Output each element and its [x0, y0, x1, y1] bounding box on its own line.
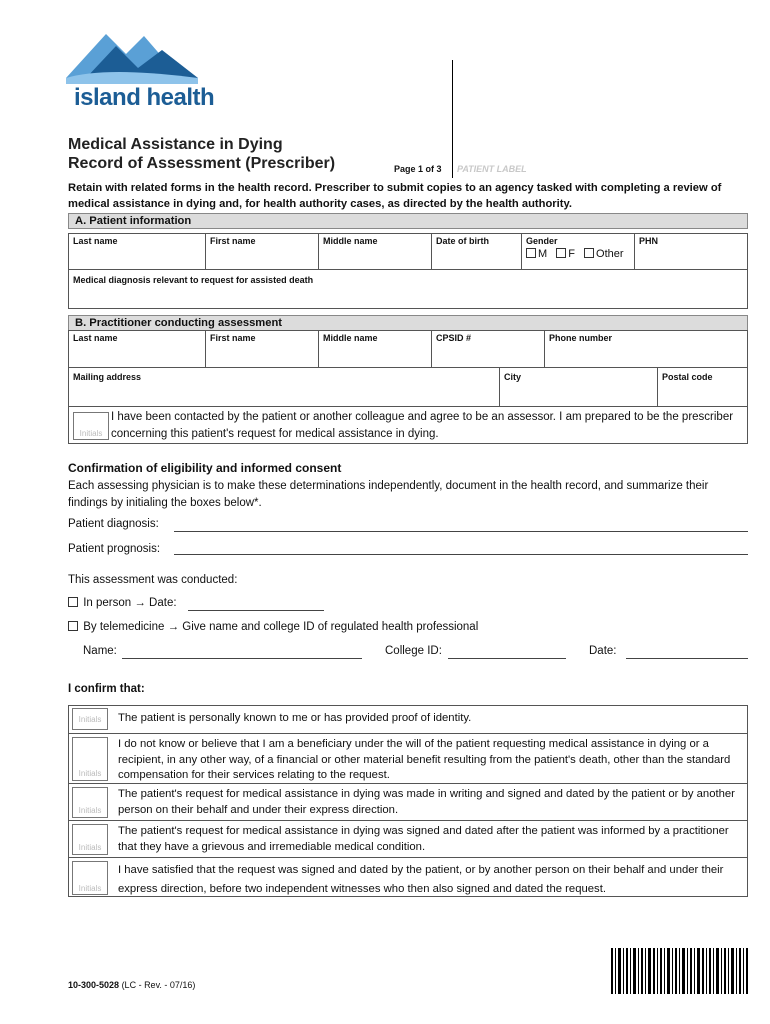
patient-first-name-field[interactable] [205, 234, 318, 269]
initials-label: Initials [79, 429, 103, 438]
barcode-icon [609, 948, 749, 994]
patient-phn-field[interactable] [634, 234, 747, 269]
telemedicine-label: By telemedicine → Give name and college ID of regulated health professional [83, 621, 479, 633]
form-number-code: 10-300-5028 [68, 980, 120, 990]
gender-other-checkbox[interactable] [584, 248, 594, 258]
in-person-date-input[interactable] [188, 610, 324, 611]
phone-field[interactable] [544, 331, 747, 367]
section-a-header: A. Patient information [68, 213, 748, 229]
confirm-initials-box-5[interactable] [72, 861, 108, 895]
section-b-header: B. Practitioner conducting assessment [68, 315, 748, 331]
form-revision: (LC - Rev. - 07/16) [121, 980, 196, 990]
confirm-item [68, 783, 748, 820]
patient-label-area: PATIENT LABEL [457, 164, 527, 174]
confirm-initials-box-4[interactable] [72, 824, 108, 855]
header-divider [452, 60, 453, 178]
assessor-agreement-row [68, 406, 748, 444]
confirm-text-4: The patient's request for medical assistance in dying was signed and dated after the patient was informed by a practitioner that they have a grievous and irremediable medical condition. [118, 825, 729, 853]
patient-middle-name-field[interactable] [318, 234, 431, 269]
label: Medical diagnosis relevant to request for assisted death [73, 275, 314, 285]
telemedicine-name-input[interactable] [122, 658, 362, 659]
island-health-logo-mountains-icon [66, 28, 198, 84]
assessor-initials-box[interactable] [73, 412, 109, 440]
label: Date of birth [436, 236, 489, 246]
gender-f-checkbox[interactable] [556, 248, 566, 258]
practitioner-first-name-field[interactable] [205, 331, 318, 367]
label: First name [210, 236, 256, 246]
city-field[interactable] [499, 368, 657, 406]
confirm-item [68, 857, 748, 897]
telemedicine-date-input[interactable] [626, 658, 748, 659]
form-title-line2: Record of Assessment (Prescriber) [68, 155, 336, 172]
confirm-text-1: The patient is personally known to me or has provided proof of identity. [118, 712, 472, 724]
date-label: Date: [589, 645, 617, 657]
label: Middle name [323, 236, 378, 246]
page-number: Page 1 of 3 [394, 164, 442, 174]
confirm-initials-box-3[interactable] [72, 787, 108, 818]
initials-label: Initials [78, 715, 102, 724]
initials-label: Initials [78, 769, 102, 778]
in-person-label: In person → Date: [83, 597, 177, 609]
name-label: Name: [83, 645, 117, 657]
initials-label: Initials [78, 806, 102, 815]
confirm-text-5: I have satisfied that the request was signed and dated by the patient, or by another person on their behalf and under their express direction, before two independent witnesses who then also signed and dated the request. [118, 864, 724, 895]
patient-prognosis-input[interactable] [174, 554, 748, 555]
address-row [68, 367, 748, 407]
practitioner-last-name-field[interactable] [69, 331, 205, 367]
eligibility-intro: Each assessing physician is to make these determinations independently, document in the health record, and summarize their findings by initialing the boxes below*. [68, 480, 709, 509]
initials-label: Initials [78, 884, 102, 893]
confirm-heading: I confirm that: [68, 683, 145, 695]
label: Phone number [549, 333, 613, 343]
assessment-conducted-label: This assessment was conducted: [68, 574, 238, 586]
eligibility-heading: Confirmation of eligibility and informed consent [68, 461, 342, 475]
practitioner-middle-name-field[interactable] [318, 331, 431, 367]
retain-instructions: Retain with related forms in the health record. Prescriber to submit copies to an agency tasked with completing a review of medical assistance in dying and, for health authority cases, as directed by the health authority. [68, 182, 722, 210]
patient-last-name-field[interactable] [69, 234, 205, 269]
gender-other-label: Other [596, 248, 624, 260]
initials-label: Initials [78, 843, 102, 852]
gender-f-label: F [568, 248, 575, 260]
confirm-text-3: The patient's request for medical assistance in dying was made in writing and signed and dated by the patient or by another person on their behalf and under their express direction. [118, 788, 735, 816]
label: City [504, 372, 522, 382]
in-person-checkbox[interactable] [68, 597, 78, 607]
logo-text: island health [74, 84, 215, 111]
postal-code-field[interactable] [657, 368, 747, 406]
confirm-item [68, 733, 748, 783]
patient-diagnosis-input[interactable] [174, 531, 748, 532]
confirm-item [68, 705, 748, 733]
label: PHN [639, 236, 659, 246]
patient-diagnosis-label: Patient diagnosis: [68, 518, 159, 530]
mailing-address-field[interactable] [69, 368, 499, 406]
label: Mailing address [73, 372, 142, 382]
label: First name [210, 333, 256, 343]
patient-prognosis-label: Patient prognosis: [68, 543, 161, 555]
cpsid-field[interactable] [431, 331, 544, 367]
patient-info-row [68, 233, 748, 270]
confirm-item [68, 820, 748, 857]
gender-label: Gender [526, 236, 558, 246]
label: Last name [73, 236, 118, 246]
college-id-label: College ID: [385, 645, 442, 657]
form-title-line1: Medical Assistance in Dying [68, 136, 283, 153]
label: CPSID # [436, 333, 472, 343]
confirm-initials-box-1[interactable] [72, 708, 108, 730]
college-id-input[interactable] [448, 658, 566, 659]
label: Middle name [323, 333, 378, 343]
patient-gender-field [521, 234, 634, 269]
confirm-text-2: I do not know or believe that I am a beneficiary under the will of the patient requesting medical assistance in dying or a recipient, in any other way, of a financial or other material benefit resulting from the patient's death, other than the standard compensation for their services relating to the request. [118, 738, 731, 781]
label: Postal code [662, 372, 713, 382]
label: Last name [73, 333, 118, 343]
practitioner-row [68, 330, 748, 368]
medical-diagnosis-field[interactable] [68, 269, 748, 309]
confirm-initials-box-2[interactable] [72, 737, 108, 781]
telemedicine-checkbox[interactable] [68, 621, 78, 631]
gender-m-checkbox[interactable] [526, 248, 536, 258]
form-number [68, 980, 195, 990]
patient-dob-field[interactable] [431, 234, 521, 269]
gender-m-label: M [538, 248, 548, 260]
assessor-agreement-text: I have been contacted by the patient or another colleague and agree to be an assessor. I am prepared to be the prescriber concerning this patient's request for medical assistance in dying. [111, 411, 734, 440]
